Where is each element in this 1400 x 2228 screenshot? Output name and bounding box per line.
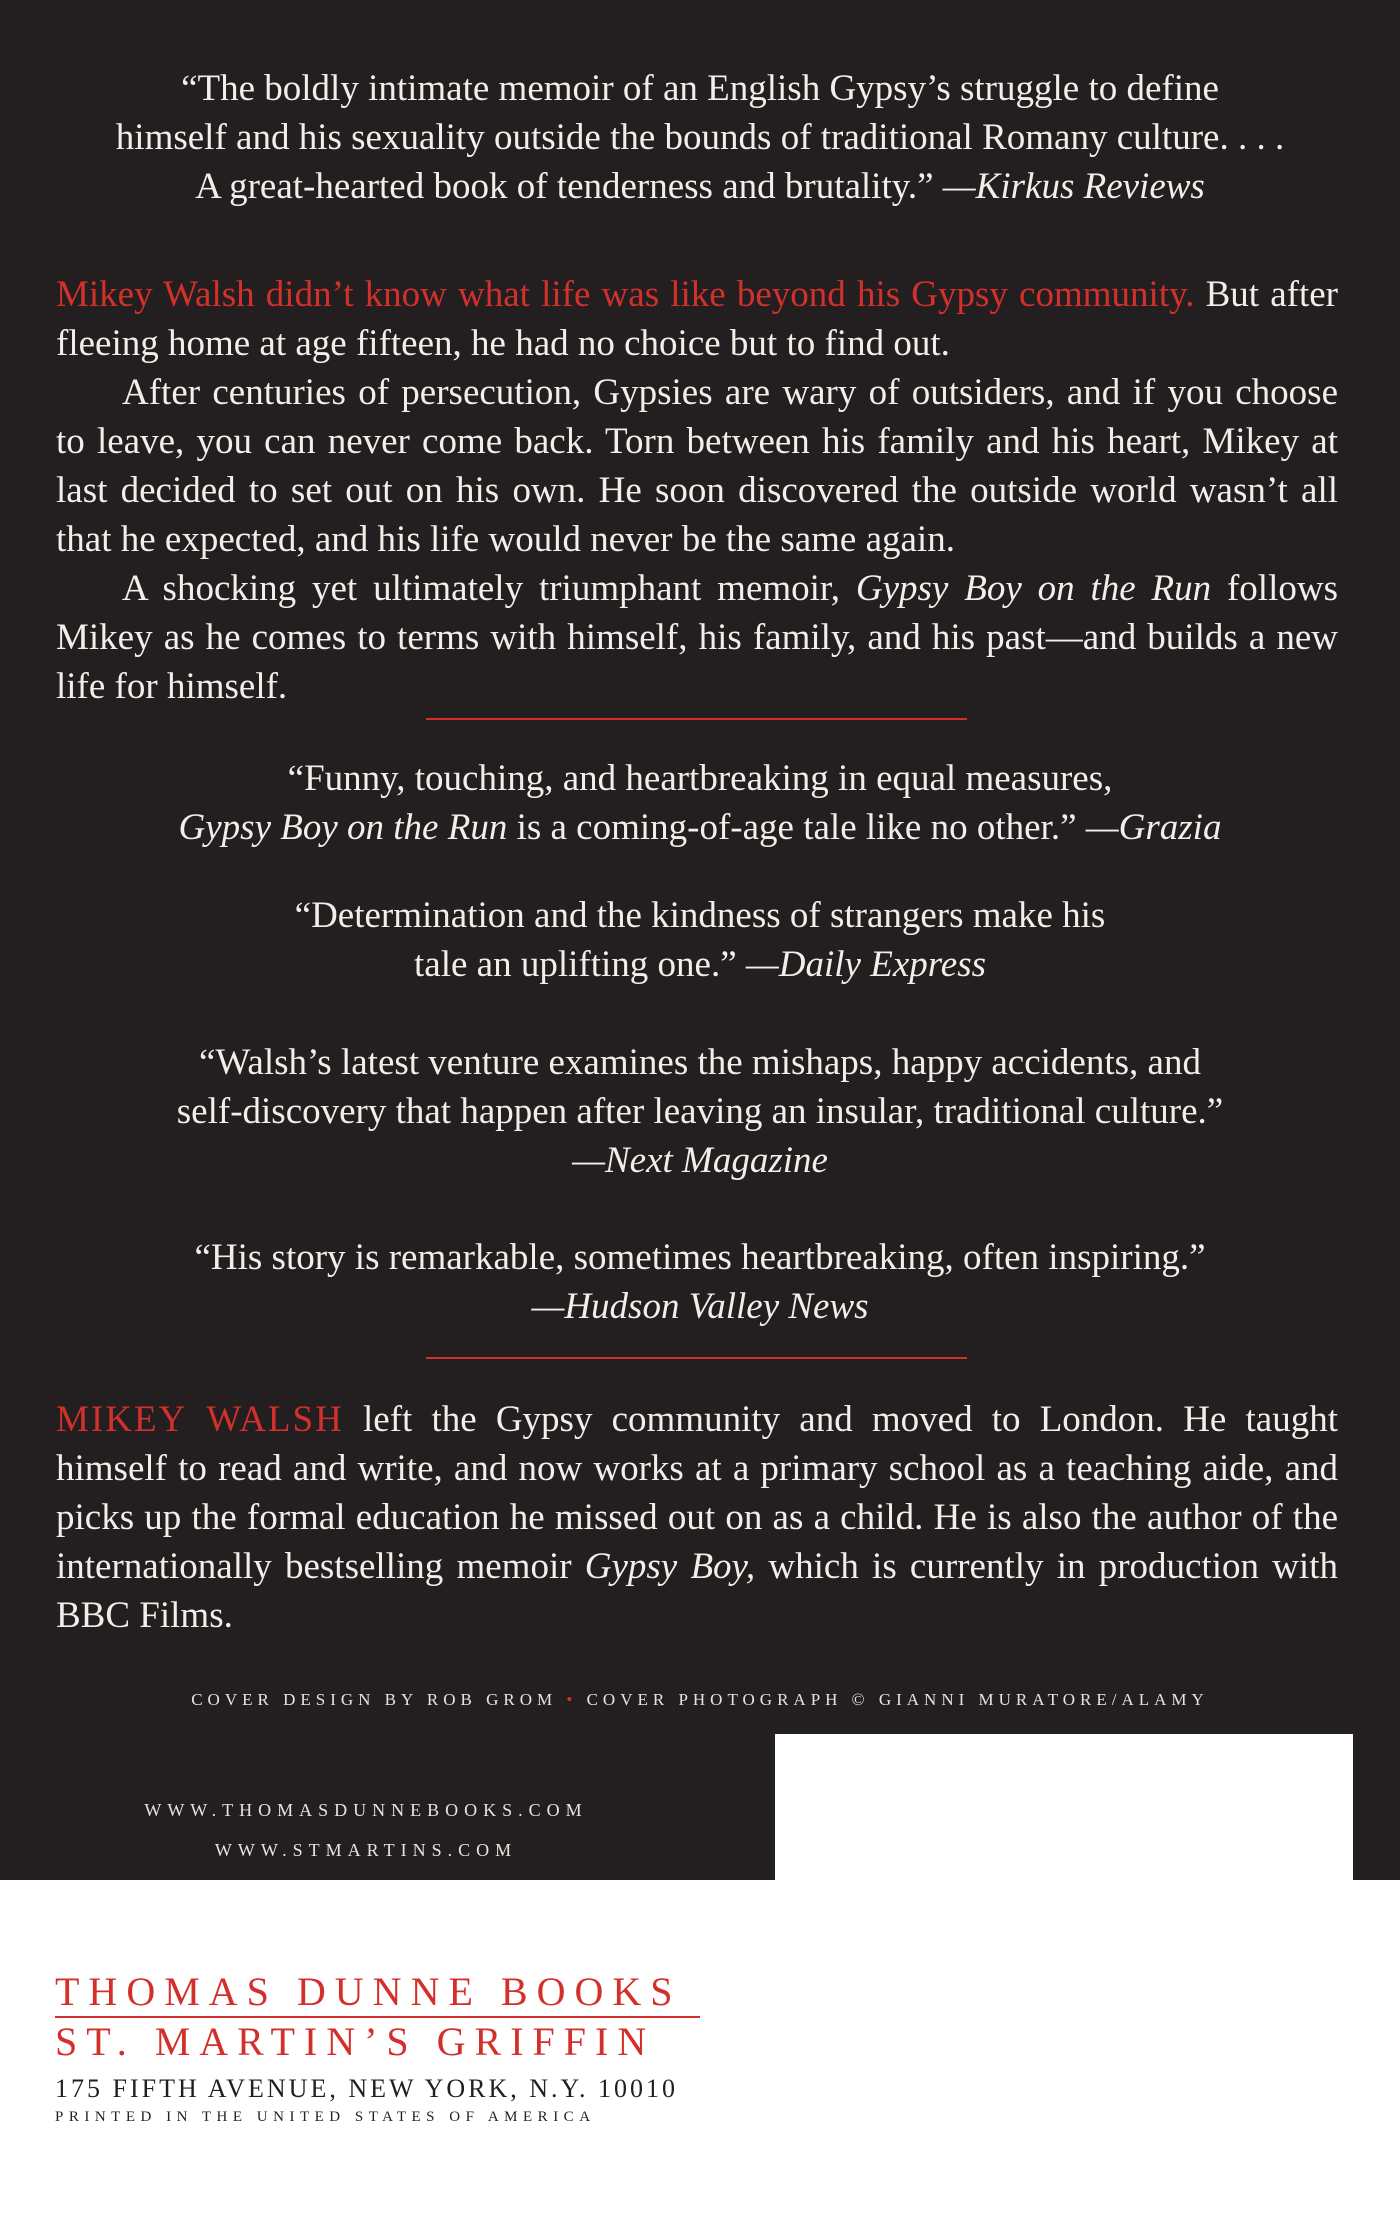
description-p1-rest: But after fleeing home at age fifteen, he had no choice but to find out. — [56, 274, 1338, 364]
bio-text-b: which is currently in production with BBC Films. — [56, 1546, 1338, 1636]
bio-book-title: Gypsy Boy, — [584, 1546, 756, 1587]
express-source: —Daily Express — [745, 944, 986, 985]
hudson-line-1: “His story is remarkable, sometimes heartbreaking, often inspiring.” — [194, 1237, 1206, 1278]
imprint-divider — [55, 2016, 700, 2018]
printed-in: PRINTED IN THE UNITED STATES OF AMERICA — [55, 2109, 596, 2125]
url-stmartins[interactable]: WWW.STMARTINS.COM — [214, 1840, 518, 1860]
author-name: MIKEY WALSH — [56, 1399, 344, 1440]
grazia-line-1: “Funny, touching, and heartbreaking in equal measures, — [287, 758, 1113, 799]
grazia-line-2: is a coming-of-age tale like no other.” — [507, 807, 1077, 848]
grazia-quote — [0, 754, 1400, 852]
description-paragraph-2: After centuries of persecution, Gypsies are wary of outsiders, and if you choose to leave, you can never come back. Torn between his family and his heart, Mikey at last decided to set out on his own. He soon discovered the outside world wasn’t all that he expected, and his life would never be the same again. — [56, 372, 1338, 560]
url-thomasdunne[interactable]: WWW.THOMASDUNNEBOOKS.COM — [144, 1800, 588, 1820]
kirkus-line-1: “The boldly intimate memoir of an English Gypsy’s struggle to define — [181, 68, 1219, 109]
description-lead: Mikey Walsh didn’t know what life was like beyond his Gypsy community. — [56, 274, 1195, 315]
kirkus-line-3: A great-hearted book of tenderness and brutality.” — [195, 166, 934, 207]
imprint-st-martins: ST. MARTIN’S GRIFFIN — [55, 2019, 656, 2064]
publisher-block — [55, 1970, 705, 2128]
credit-separator: • — [566, 1690, 578, 1709]
bio-text-a: left the Gypsy community and moved to London. He taught himself to read and write, and now works at a primary school as a teaching aide, and picks up the formal education he missed out on as a child. He is also the author of the internationally bestselling memoir — [56, 1399, 1338, 1587]
imprint-thomas-dunne: THOMAS DUNNE BOOKS — [55, 1969, 682, 2014]
description-title: Gypsy Boy on the Run — [855, 568, 1212, 609]
next-source: —Next Magazine — [572, 1140, 828, 1181]
publisher-address: 175 FIFTH AVENUE, NEW YORK, N.Y. 10010 — [55, 2074, 678, 2103]
cover-credits — [0, 1690, 1400, 1710]
kirkus-line-2: himself and his sexuality outside the bounds of traditional Romany culture. . . . — [115, 117, 1285, 158]
cover-design-credit: COVER DESIGN BY ROB GROM — [191, 1690, 558, 1709]
cover-photo-credit: COVER PHOTOGRAPH © GIANNI MURATORE/ALAMY — [586, 1690, 1209, 1709]
express-line-1: “Determination and the kindness of strangers make his — [294, 895, 1106, 936]
barcode-area — [775, 1734, 1353, 1880]
description-paragraph-3 — [56, 564, 1338, 711]
next-line-2: self-discovery that happen after leaving an insular, traditional culture.” — [176, 1091, 1224, 1132]
next-line-1: “Walsh’s latest venture examines the mishaps, happy accidents, and — [199, 1042, 1201, 1083]
kirkus-source: —Kirkus Reviews — [942, 166, 1205, 207]
hudson-source: —Hudson Valley News — [531, 1286, 869, 1327]
daily-express-quote — [0, 891, 1400, 989]
description-paragraph-1 — [56, 270, 1338, 368]
description-p3-a: A shocking yet ultimately triumphant memoir, — [122, 568, 856, 609]
book-description — [56, 270, 1338, 711]
hudson-valley-quote — [0, 1233, 1400, 1331]
grazia-book-title: Gypsy Boy on the Run — [178, 807, 508, 848]
divider-bottom — [426, 1357, 967, 1359]
description-p3-b: follows Mikey as he comes to terms with himself, his family, and his past—and builds a new life for himself. — [56, 568, 1338, 707]
kirkus-quote — [0, 64, 1400, 211]
next-magazine-quote — [0, 1038, 1400, 1185]
divider-top — [426, 718, 967, 720]
author-bio — [56, 1395, 1338, 1640]
grazia-source: —Grazia — [1085, 807, 1222, 848]
express-line-2: tale an uplifting one.” — [414, 944, 737, 985]
